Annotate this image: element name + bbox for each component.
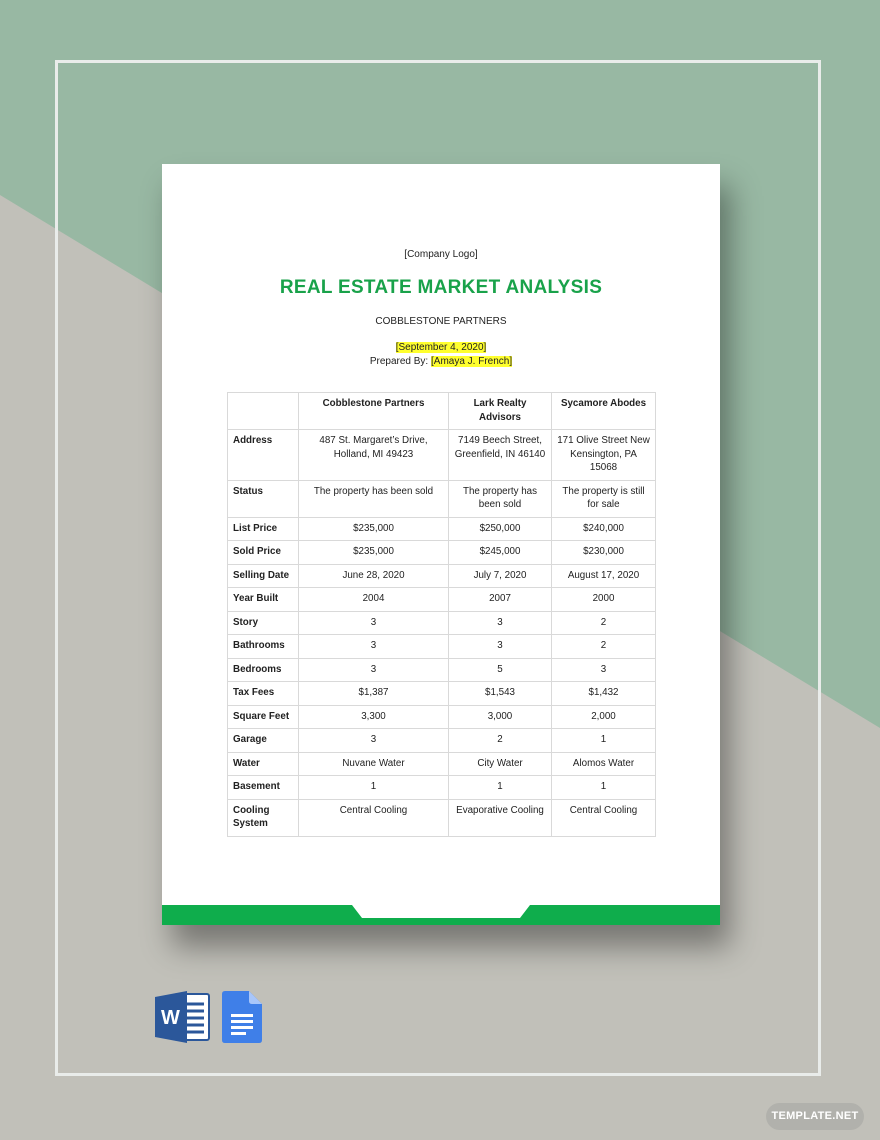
word-icon <box>155 991 211 1043</box>
row-label: Tax Fees <box>228 682 299 706</box>
table-cell: 3 <box>299 658 449 682</box>
document-title: REAL ESTATE MARKET ANALYSIS <box>279 277 603 298</box>
prepared-by-name: [Amaya J. French] <box>431 356 513 367</box>
table-cell: July 7, 2020 <box>449 564 552 588</box>
table-cell: 5 <box>449 658 552 682</box>
table-cell: $230,000 <box>552 541 656 565</box>
table-cell: The property is still for sale <box>552 480 656 517</box>
google-docs-icon <box>222 991 262 1043</box>
row-label: Year Built <box>228 588 299 612</box>
table-cell: 1 <box>552 729 656 753</box>
column-header: Cobblestone Partners <box>299 393 449 430</box>
table-cell: 2 <box>449 729 552 753</box>
table-row <box>228 517 656 541</box>
column-header: Sycamore Abodes <box>552 393 656 430</box>
table-cell: 3,000 <box>449 705 552 729</box>
market-analysis-table <box>227 392 656 837</box>
company-logo-placeholder: [Company Logo] <box>404 249 478 260</box>
row-label: Basement <box>228 776 299 800</box>
table-cell: Alomos Water <box>552 752 656 776</box>
table-cell: Central Cooling <box>299 799 449 836</box>
table-row <box>228 564 656 588</box>
table-header-row <box>228 393 656 430</box>
table-cell: 1 <box>299 776 449 800</box>
document-page <box>162 164 720 925</box>
row-label: Bedrooms <box>228 658 299 682</box>
row-label: Sold Price <box>228 541 299 565</box>
table-cell: $235,000 <box>299 541 449 565</box>
table-cell: 7149 Beech Street, Greenfield, IN 46140 <box>449 430 552 481</box>
row-label: Water <box>228 752 299 776</box>
document-date-line <box>162 342 720 353</box>
column-header <box>228 393 299 430</box>
table-row <box>228 430 656 481</box>
table-cell: 3 <box>299 635 449 659</box>
table-row <box>228 776 656 800</box>
footer-bar <box>162 905 720 925</box>
row-label: Selling Date <box>228 564 299 588</box>
table-cell: 1 <box>449 776 552 800</box>
table-cell: 2004 <box>299 588 449 612</box>
table-cell: 1 <box>552 776 656 800</box>
table-cell: 2 <box>552 635 656 659</box>
table-cell: The property has been sold <box>449 480 552 517</box>
row-label: List Price <box>228 517 299 541</box>
table-cell: Evaporative Cooling <box>449 799 552 836</box>
table-cell: 3 <box>552 658 656 682</box>
table-row <box>228 588 656 612</box>
row-label: Address <box>228 430 299 481</box>
table-cell: $250,000 <box>449 517 552 541</box>
row-label: Status <box>228 480 299 517</box>
table-cell: Central Cooling <box>552 799 656 836</box>
table-cell: 3 <box>449 635 552 659</box>
column-header: Lark Realty Advisors <box>449 393 552 430</box>
table-row <box>228 611 656 635</box>
table-cell: 2000 <box>552 588 656 612</box>
table-cell: $1,432 <box>552 682 656 706</box>
table-cell: 2,000 <box>552 705 656 729</box>
table-cell: City Water <box>449 752 552 776</box>
table-row <box>228 635 656 659</box>
table-body <box>228 430 656 837</box>
document-date: [September 4, 2020] <box>395 342 487 353</box>
table-row <box>228 480 656 517</box>
table-cell: 487 St. Margaret’s Drive, Holland, MI 49423 <box>299 430 449 481</box>
row-label: Bathrooms <box>228 635 299 659</box>
prepared-by-line <box>162 356 720 367</box>
row-label: Square Feet <box>228 705 299 729</box>
table-cell: 3 <box>299 611 449 635</box>
table-cell: 3,300 <box>299 705 449 729</box>
table-cell: August 17, 2020 <box>552 564 656 588</box>
row-label: Cooling System <box>228 799 299 836</box>
table-cell: June 28, 2020 <box>299 564 449 588</box>
template-net-badge: TEMPLATE.NET <box>766 1103 864 1130</box>
table-cell: $240,000 <box>552 517 656 541</box>
table-cell: The property has been sold <box>299 480 449 517</box>
table-cell: 2 <box>552 611 656 635</box>
table-cell: $235,000 <box>299 517 449 541</box>
table-cell: $245,000 <box>449 541 552 565</box>
prepared-by-label: Prepared By: <box>369 356 429 367</box>
table-cell: 171 Olive Street New Kensington, PA 15068 <box>552 430 656 481</box>
document-subtitle: COBBLESTONE PARTNERS <box>375 316 507 327</box>
table-row <box>228 752 656 776</box>
table-cell: Nuvane Water <box>299 752 449 776</box>
svg-text:W: W <box>161 1007 180 1029</box>
table-cell: 3 <box>449 611 552 635</box>
table-cell: 3 <box>299 729 449 753</box>
table-row <box>228 682 656 706</box>
row-label: Garage <box>228 729 299 753</box>
table-cell: 2007 <box>449 588 552 612</box>
row-label: Story <box>228 611 299 635</box>
table-row <box>228 729 656 753</box>
table-row <box>228 541 656 565</box>
table-row <box>228 705 656 729</box>
table-cell: $1,543 <box>449 682 552 706</box>
table-row <box>228 658 656 682</box>
table-cell: $1,387 <box>299 682 449 706</box>
table-row <box>228 799 656 836</box>
